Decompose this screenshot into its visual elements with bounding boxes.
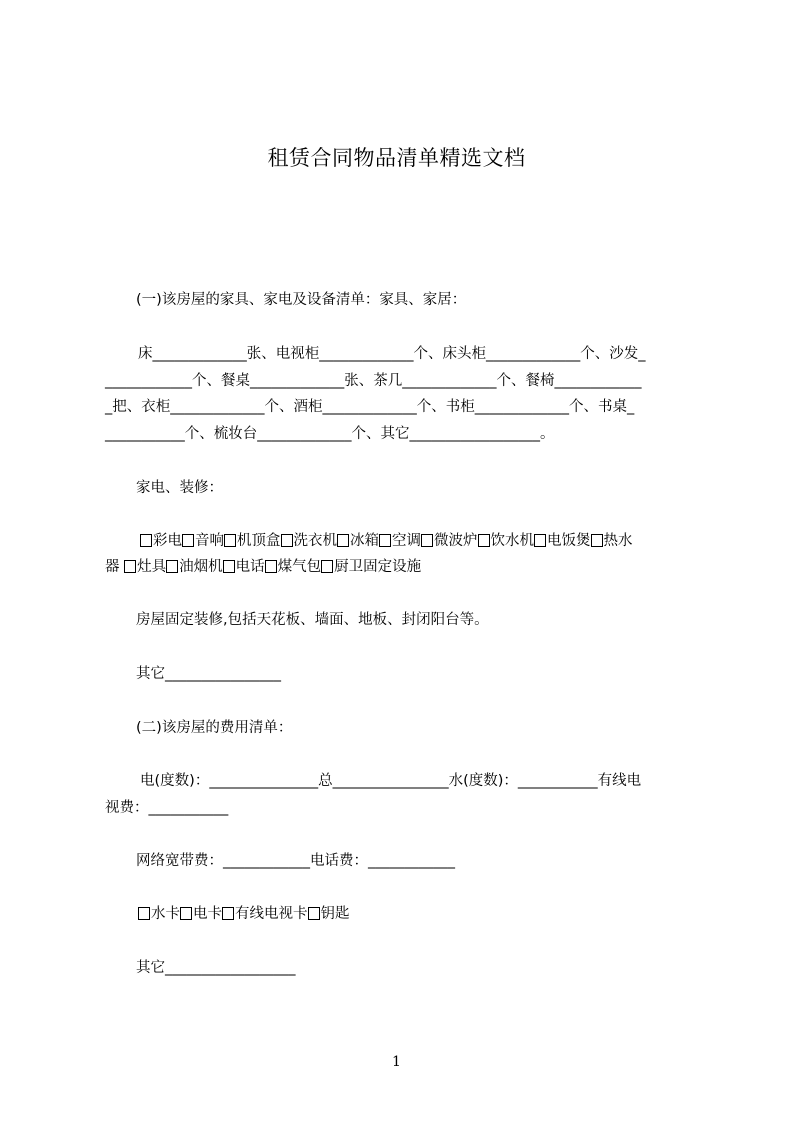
checkbox[interactable] <box>180 907 192 920</box>
appliance-item: 冰箱 <box>337 533 379 549</box>
other-field-1 <box>105 661 705 688</box>
fixed-decoration <box>105 607 705 634</box>
checkbox[interactable] <box>140 534 152 547</box>
furniture-line: _把、衣柜_____________个、酒柜_____________个、书柜_____________个、书桌_ <box>105 399 635 415</box>
appliance-item: 饮水机 <box>478 533 535 549</box>
checkbox[interactable] <box>591 534 603 547</box>
appliance-item: 煤气包 <box>265 559 322 575</box>
appliance-item: 电话 <box>223 559 265 575</box>
checkbox[interactable] <box>308 907 320 920</box>
network-fees-text: 网络宽带费：____________电话费：____________ <box>136 853 455 869</box>
appliance-item: 灶具 <box>124 559 166 575</box>
appliance-item: 洗衣机 <box>281 533 338 549</box>
card-item: 钥匙 <box>308 906 350 922</box>
checkbox[interactable] <box>124 560 136 573</box>
page-number: 1 <box>392 1054 401 1070</box>
card-item: 电卡 <box>180 906 222 922</box>
appliance-item: 油烟机 <box>166 559 223 575</box>
appliance-checklist <box>105 528 705 555</box>
network-fees <box>105 848 705 875</box>
checkbox[interactable] <box>224 534 236 547</box>
checkbox[interactable] <box>534 534 546 547</box>
section1-heading <box>105 287 705 314</box>
checkbox[interactable] <box>138 907 150 920</box>
card-item: 水卡 <box>138 906 180 922</box>
fixed-decoration-text: 房屋固定装修,包括天花板、墙面、地板、封闭阳台等。 <box>136 612 489 628</box>
appliance-item: 电饭煲 <box>534 533 591 549</box>
checkbox[interactable] <box>321 560 333 573</box>
fee-line: 电(度数)：_______________总________________水(度数)：___________有线电 <box>140 773 642 789</box>
checkbox[interactable] <box>379 534 391 547</box>
appliance-item: 热水 <box>591 533 633 549</box>
fee-line: 视费：___________ <box>105 799 229 816</box>
appliance-checklist-cont <box>105 554 705 581</box>
appliances-heading-text: 家电、装修： <box>136 480 223 496</box>
checkbox[interactable] <box>421 534 433 547</box>
card-checklist <box>105 901 705 928</box>
appliance-item: 彩电 <box>140 533 182 549</box>
other-field-2-text: 其它__________________ <box>136 960 296 976</box>
section2-heading-text: (二)该房屋的费用清单： <box>136 720 293 736</box>
appliance-item-continued: 器 <box>105 559 120 575</box>
appliance-item: 空调 <box>379 533 421 549</box>
furniture-line: 床_____________张、电视柜_____________个、床头柜_____________个、沙发_ <box>138 346 646 362</box>
checkbox[interactable] <box>265 560 277 573</box>
checkbox[interactable] <box>337 534 349 547</box>
appliances-heading <box>105 475 705 502</box>
section2-heading <box>105 715 705 742</box>
checkbox[interactable] <box>478 534 490 547</box>
checkbox[interactable] <box>281 534 293 547</box>
appliance-item: 微波炉 <box>421 533 478 549</box>
document-title: 租赁合同物品清单精选文档 <box>267 146 526 170</box>
checkbox[interactable] <box>222 907 234 920</box>
appliance-item: 厨卫固定设施 <box>321 559 421 575</box>
furniture-list <box>105 341 705 447</box>
checkbox[interactable] <box>166 560 178 573</box>
section1-heading-text: (一)该房屋的家具、家电及设备清单：家具、家居： <box>136 292 467 308</box>
card-item: 有线电视卡 <box>222 906 308 922</box>
appliance-item: 机顶盒 <box>224 533 281 549</box>
furniture-line: ____________个、餐桌_____________张、茶几_____________个、餐椅____________ <box>105 372 642 389</box>
furniture-line: ___________个、梳妆台_____________个、其它__________________。 <box>105 425 555 442</box>
checkbox[interactable] <box>223 560 235 573</box>
other-field-2 <box>105 955 705 982</box>
appliance-item: 音响 <box>182 533 224 549</box>
fee-list <box>105 768 705 821</box>
checkbox[interactable] <box>182 534 194 547</box>
other-field-1-text: 其它________________ <box>136 666 281 682</box>
